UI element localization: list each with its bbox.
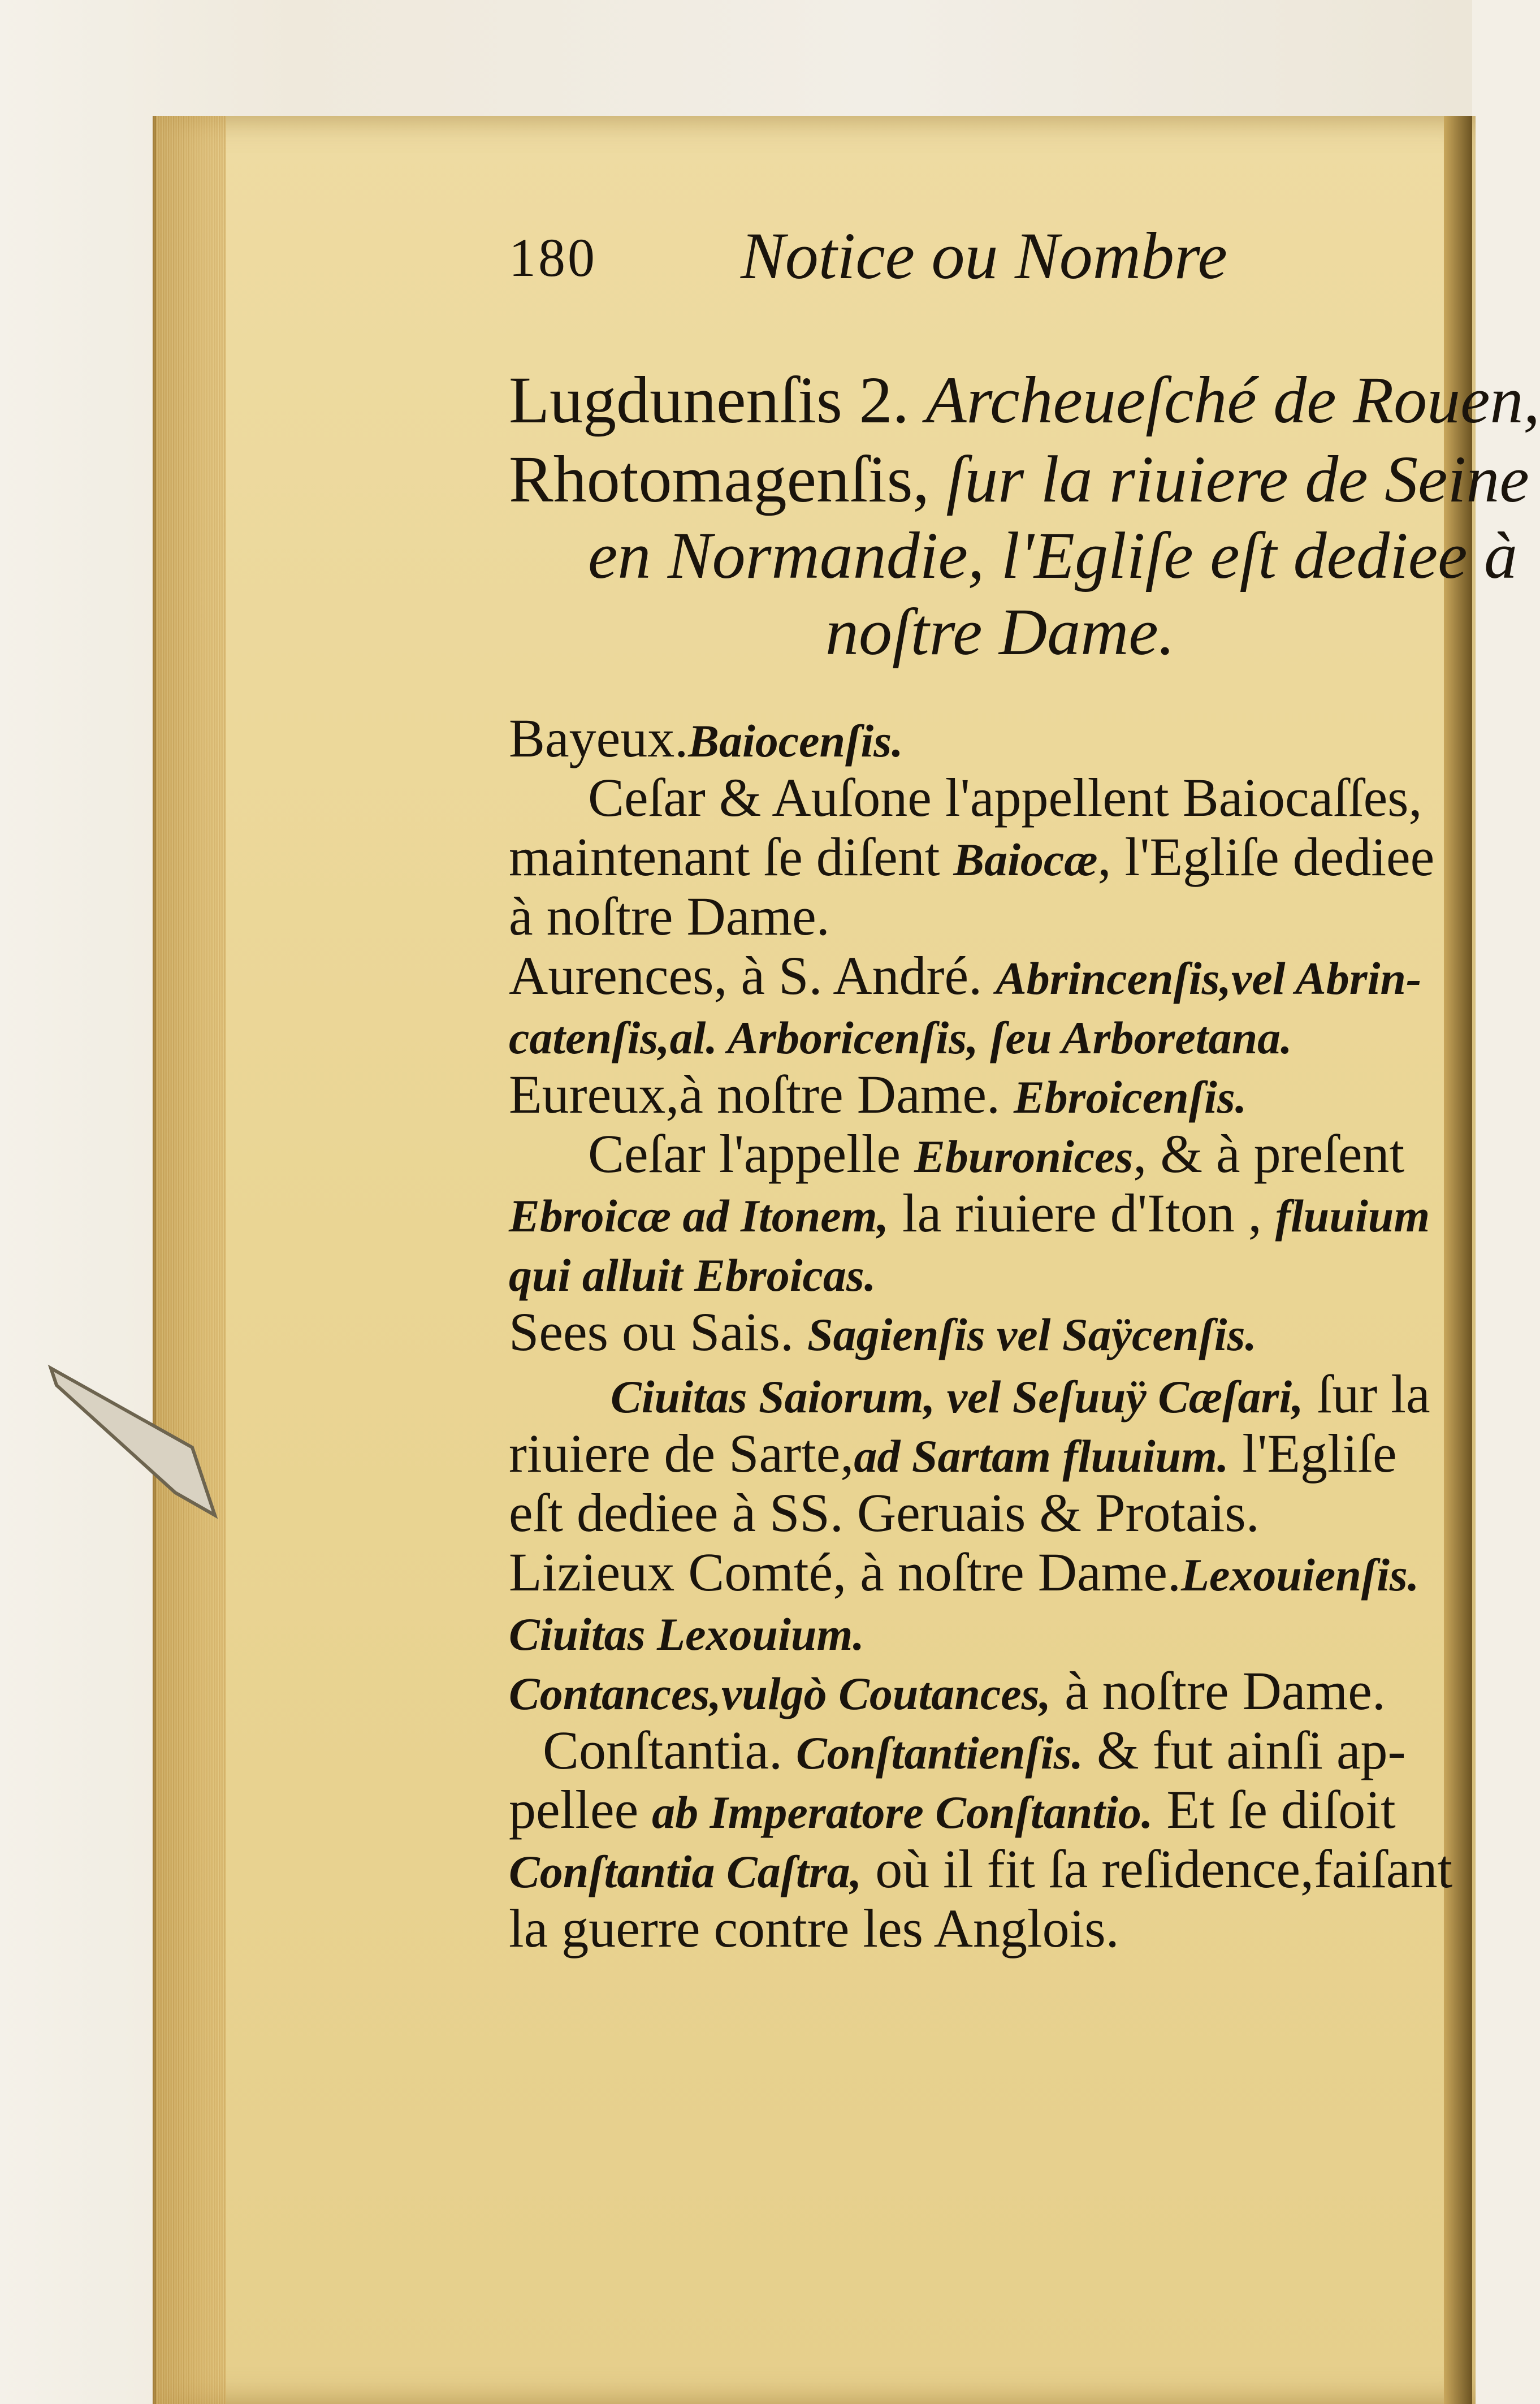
- entry-latin-text: Ciuitas Saiorum, vel Seſuuÿ Cæſari,: [611, 1371, 1304, 1422]
- paper-tab-icon: [45, 1346, 226, 1515]
- heading-line-1-italic: Archeueſché de Rouen,: [925, 363, 1540, 437]
- entry-latin-text: catenſis,al. Arboricenſis, ſeu Arboretana.: [509, 1012, 1292, 1063]
- heading-line-2: [509, 441, 1529, 518]
- entry-text: Ceſar & Auſone l'appellent Baiocaſſes,: [588, 767, 1422, 828]
- heading-line-1: [509, 362, 1540, 439]
- entry-text: où il fit ſa reſidence,faiſant: [862, 1839, 1453, 1899]
- entry-text: Lizieux Comté, à noſtre Dame.: [509, 1542, 1181, 1602]
- entry-text: l'Egliſe: [1228, 1423, 1397, 1484]
- entry-line: [509, 1063, 1247, 1126]
- entry-latin-text: Eburonices: [914, 1131, 1134, 1182]
- entry-latin-text: ad Sartam fluuium.: [854, 1430, 1229, 1482]
- entry-line: [509, 1897, 1119, 1960]
- entry-latin-text: Lexouienſis.: [1180, 1549, 1420, 1601]
- entry-latin-text: Conſtantia Caſtra,: [509, 1846, 862, 1897]
- entry-line: [509, 1422, 1397, 1485]
- entry-text: pellee: [509, 1779, 652, 1840]
- heading-line-4: noſtre Dame.: [825, 595, 1175, 669]
- entry-line: [509, 1837, 1452, 1900]
- entry-line: [509, 1778, 1396, 1841]
- entry-text: eſt dediee à SS. Geruais & Protais.: [509, 1482, 1260, 1543]
- entry-latin-text: Conſtantienſis.: [795, 1727, 1083, 1779]
- entry-line: [509, 707, 903, 769]
- entry-line: [509, 1241, 876, 1304]
- entry-text: la guerre contre les Anglois.: [509, 1898, 1119, 1958]
- page-number: 180: [509, 227, 597, 288]
- entry-text: , & à preſent: [1133, 1123, 1405, 1184]
- entry-line: [509, 1541, 1419, 1603]
- entry-line: [509, 1300, 1257, 1363]
- entry-text: ſur la: [1303, 1364, 1430, 1424]
- entry-text: riuiere de Sarte,: [509, 1423, 854, 1484]
- entry-line: [588, 1122, 1404, 1185]
- entry-latin-text: Ciuitas Lexouium.: [509, 1609, 864, 1660]
- entry-line: [509, 825, 1434, 888]
- heading-line-3: en Normandie, l'Egliſe eſt dediee à: [588, 518, 1518, 593]
- entry-text: la riuiere d'Iton ,: [888, 1183, 1275, 1243]
- entry-text: à noſtre Dame.: [509, 886, 830, 946]
- entry-latin-text: qui alluit Ebroicas.: [509, 1249, 876, 1301]
- entry-line: [509, 1182, 1430, 1244]
- heading-line-1-roman: Lugdunenſis 2.: [509, 363, 909, 437]
- entry-text: Bayeux.: [509, 708, 689, 768]
- entry-latin-text: ab Imperatore Conſtantio.: [652, 1787, 1153, 1838]
- entry-text: Ceſar l'appelle: [588, 1123, 915, 1184]
- entry-line: [509, 1004, 1292, 1066]
- heading-line-2-roman: Rhotomagenſis,: [509, 442, 930, 516]
- entry-latin-text: Contances,vulgò Coutances,: [509, 1668, 1052, 1719]
- entry-latin-text: Ebroicæ ad Itonem,: [509, 1190, 889, 1242]
- entry-text: à noſtre Dame.: [1051, 1661, 1386, 1721]
- entry-line: [509, 1600, 864, 1663]
- entry-line: [509, 885, 830, 948]
- entry-latin-text: Ebroicenſis.: [1013, 1071, 1247, 1123]
- entry-line: [509, 1481, 1260, 1544]
- entry-text: Aurences, à S. André.: [509, 945, 996, 1006]
- entry-text: Conſtantia.: [543, 1720, 796, 1780]
- heading-line-2-italic: ſur la riuiere de Seine: [946, 442, 1529, 516]
- entry-line: [509, 944, 1421, 1007]
- entry-text: & fut ainſi ap-: [1083, 1720, 1406, 1780]
- entry-latin-text: Sagienſis vel Saÿcenſis.: [807, 1309, 1257, 1360]
- entry-text: Et ſe diſoit: [1153, 1779, 1396, 1840]
- entry-line: [509, 1659, 1386, 1722]
- entry-line: [611, 1363, 1430, 1425]
- entry-latin-text: Abrincenſis,vel Abrin-: [996, 953, 1422, 1004]
- entry-line: [588, 766, 1422, 829]
- entry-text: Eureux,à noſtre Dame.: [509, 1064, 1014, 1125]
- entry-text: , l'Egliſe dediee: [1097, 827, 1435, 887]
- entry-line: [543, 1719, 1406, 1782]
- running-title: Notice ou Nombre: [741, 219, 1227, 293]
- entry-latin-text: Baiocæ: [953, 834, 1098, 885]
- entry-latin-text: fluuium: [1275, 1190, 1430, 1242]
- page-edges: [153, 116, 226, 2404]
- entry-text: Sees ou Sais.: [509, 1302, 807, 1362]
- entry-text: maintenant ſe diſent: [509, 827, 954, 887]
- entry-latin-text: Baiocenſis.: [688, 715, 903, 767]
